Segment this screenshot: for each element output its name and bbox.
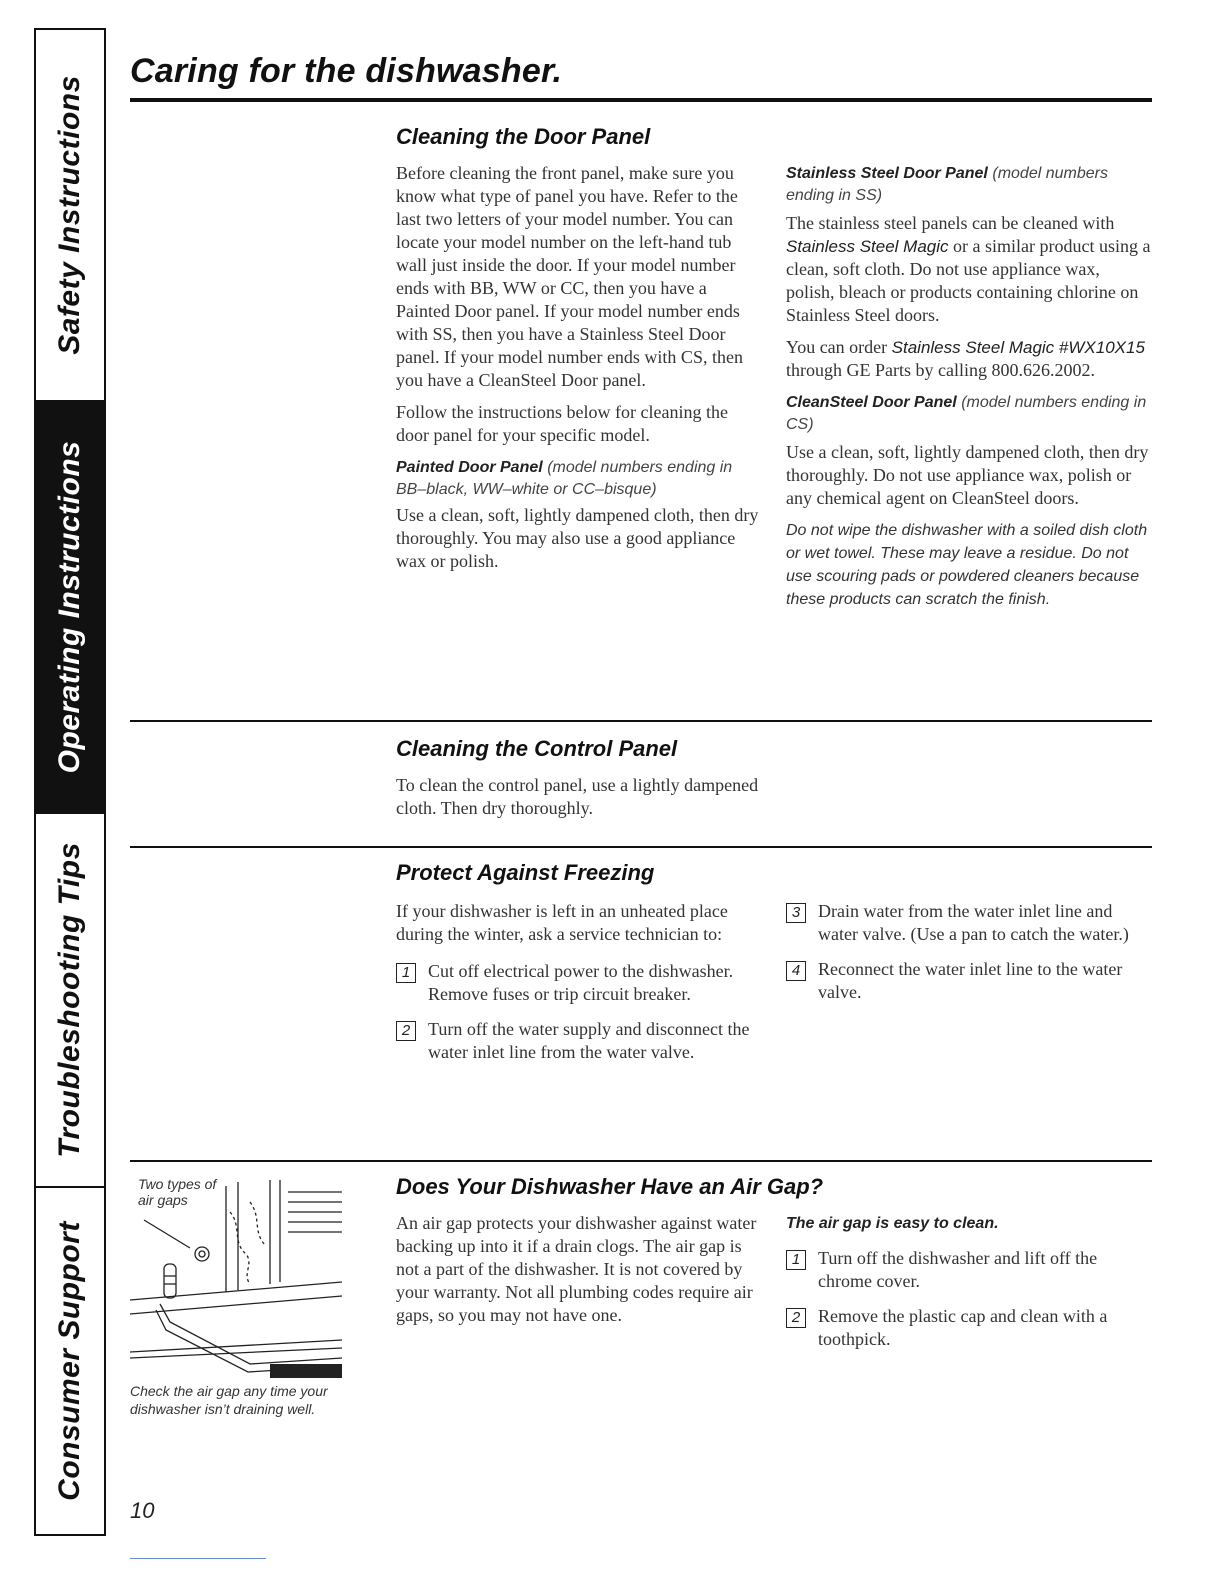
step-text: Reconnect the water inlet line to the water valve. (818, 959, 1123, 1002)
stainless-panel-text (786, 212, 1152, 327)
section-heading-freezing: Protect Against Freezing (396, 860, 655, 885)
door-panel-warning: Do not wipe the dishwasher with a soiled dish cloth or wet towel. These may leave a residue. Do not use scouring pads or powdered cleaners because these products can scratch the finish. (786, 522, 1148, 608)
step-number: 2 (786, 1308, 806, 1328)
painted-panel-header (396, 456, 762, 500)
stainless-panel-title: Stainless Steel Door Panel (786, 165, 988, 182)
tab-label: Consumer Support (53, 1221, 86, 1501)
painted-panel-text: Use a clean, soft, lightly dampened cloth, then dry thoroughly. You may also use a good appliance wax or polish. (396, 505, 759, 571)
step-number: 3 (786, 903, 806, 923)
air-gap-text: An air gap protects your dishwasher against water backing up into it if a drain clogs. The air gap is not a part of the dishwasher. It is not covered by your warranty. Not all plumbing codes require air gaps, so you may not have one. (396, 1213, 757, 1325)
stainless-product-name: Stainless Steel Magic (786, 237, 949, 256)
air-gap-caption: Check the air gap any time your dishwasher isn’t draining well. (130, 1383, 328, 1417)
section-divider (130, 720, 1152, 722)
cleansteel-panel-title: CleanSteel Door Panel (786, 394, 957, 411)
freezing-left-column (396, 900, 762, 1076)
door-panel-left-column (396, 162, 762, 582)
order-text-part: You can order (786, 337, 888, 357)
step-number: 1 (786, 1250, 806, 1270)
section-divider (130, 846, 1152, 848)
air-gap-step (786, 1305, 1152, 1351)
control-panel-column (396, 774, 762, 829)
step-text: Drain water from the water inlet line and water valve. (Use a pan to catch the water.) (818, 901, 1129, 944)
tab-label: Operating Instructions (53, 440, 86, 774)
step-number: 1 (396, 963, 416, 983)
cleansteel-panel-note: (model numbers ending in CS) (786, 394, 1147, 433)
section-heading-door-panel: Cleaning the Door Panel (396, 124, 651, 149)
painted-panel-title: Painted Door Panel (396, 459, 543, 476)
page-title: Caring for the dishwasher. (130, 52, 563, 90)
step-number: 2 (396, 1021, 416, 1041)
section-divider (130, 1160, 1152, 1162)
stainless-text-part: or a similar product using a clean, soft cloth. Do not use appliance wax, polish, bleach or products containing chlorine on Stainless Steel doors. (786, 236, 1151, 325)
section-heading-control-panel: Cleaning the Control Panel (396, 736, 678, 761)
tab-label: Safety Instructions (53, 75, 86, 355)
painted-panel-note: (model numbers ending in BB–black, WW–white or CC–bisque) (396, 459, 733, 498)
air-gap-easy-title: The air gap is easy to clean. (786, 1215, 999, 1232)
cleansteel-panel-header (786, 391, 1152, 435)
tab-safety-instructions[interactable] (36, 30, 104, 402)
door-panel-follow: Follow the instructions below for cleaning the door panel for your specific model. (396, 402, 728, 445)
freezing-step (786, 958, 1152, 1004)
page-number: 10 (130, 1498, 155, 1523)
footer-line (130, 1558, 266, 1559)
freezing-step (396, 1018, 762, 1064)
door-panel-intro: Before cleaning the front panel, make sure you know what type of panel you have. Refer to the last two letters of your model number. You can locate your model number on the left-hand tub wall just inside the door. If your model number ends with BB, WW or CC, then you have a Painted Door panel. If your model number ends with SS, then you have a Stainless Steel Door panel. If your model number ends with CS, then you have a CleanSteel Door panel. (396, 163, 743, 390)
step-number: 4 (786, 961, 806, 981)
section-heading-air-gap: Does Your Dishwasher Have an Air Gap? (396, 1174, 824, 1199)
tab-label: Troubleshooting Tips (53, 842, 86, 1158)
freezing-intro: If your dishwasher is left in an unheated place during the winter, ask a service technician to: (396, 901, 728, 944)
stainless-text-part: The stainless steel panels can be cleaned with (786, 213, 1115, 233)
air-gap-right-column (786, 1212, 1152, 1363)
cleansteel-panel-text: Use a clean, soft, lightly dampened cloth, then dry thoroughly. Do not use appliance wax, polish or any chemical agent on CleanSteel doors. (786, 442, 1149, 508)
sidebar-nav (34, 28, 106, 1536)
air-gap-step (786, 1247, 1152, 1293)
air-gap-illustration (130, 1172, 342, 1384)
step-text: Cut off electrical power to the dishwasher. Remove fuses or trip circuit breaker. (428, 961, 734, 1004)
freezing-right-column (786, 900, 1152, 1016)
tab-consumer-support[interactable] (36, 1188, 104, 1534)
order-text (786, 336, 1152, 382)
order-product-name: Stainless Steel Magic #WX10X15 (891, 338, 1145, 357)
door-panel-right-column (786, 162, 1152, 620)
stainless-panel-note: (model numbers ending in SS) (786, 165, 1108, 204)
air-gap-illustration-label: Two types of air gaps (138, 1176, 217, 1208)
title-rule (130, 98, 1152, 102)
tab-troubleshooting-tips[interactable] (36, 814, 104, 1188)
stainless-panel-header (786, 162, 1152, 206)
air-gap-left-column (396, 1212, 762, 1336)
step-text: Turn off the water supply and disconnect the water inlet line from the water valve. (428, 1019, 750, 1062)
tab-operating-instructions[interactable] (36, 402, 104, 814)
freezing-step (396, 960, 762, 1006)
step-text: Turn off the dishwasher and lift off the chrome cover. (818, 1248, 1098, 1291)
control-panel-text: To clean the control panel, use a lightly dampened cloth. Then dry thoroughly. (396, 775, 759, 818)
order-text-part: through GE Parts by calling 800.626.2002. (786, 360, 1095, 380)
freezing-step (786, 900, 1152, 946)
step-text: Remove the plastic cap and clean with a toothpick. (818, 1306, 1108, 1349)
